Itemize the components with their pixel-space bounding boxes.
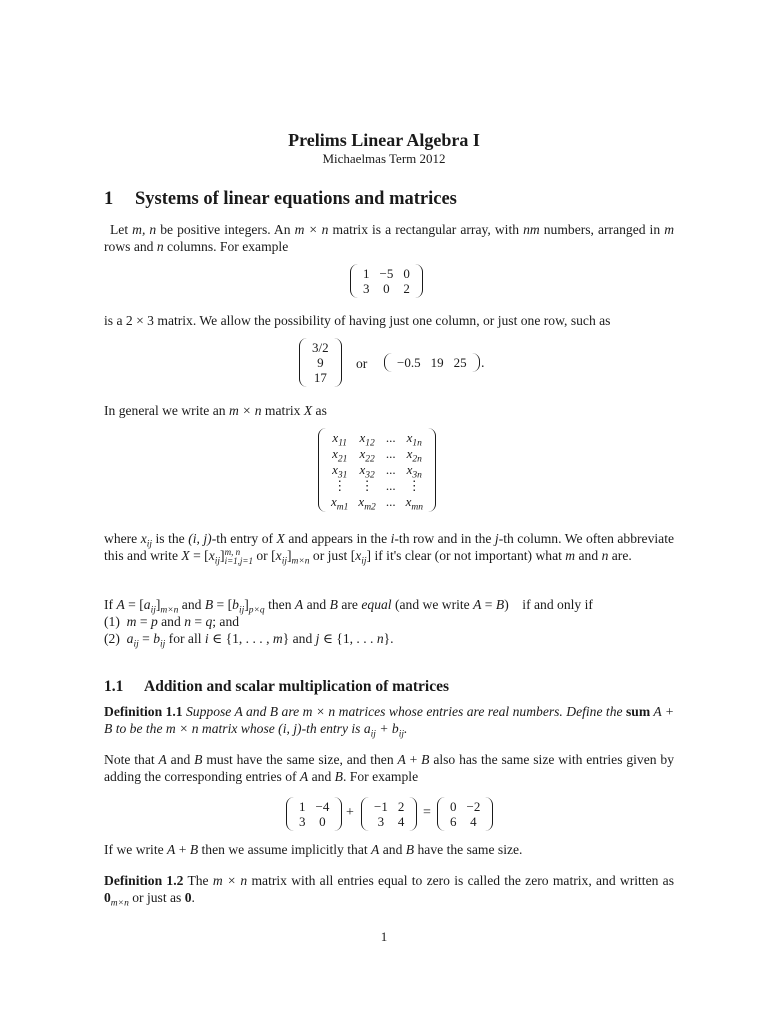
subsection-heading	[104, 678, 449, 696]
section-heading	[104, 189, 457, 210]
sum-result-matrix	[437, 797, 493, 831]
matrix-entry: 3	[299, 814, 306, 829]
subsection-number: 1.1	[104, 678, 124, 695]
matrix-entry: 1	[363, 266, 370, 281]
document-title: Prelims Linear Algebra I	[288, 130, 480, 150]
subsection-title: Addition and scalar multiplication of matrices	[144, 678, 449, 695]
sum-right-matrix	[361, 797, 417, 831]
matrix-entry: ...	[385, 446, 396, 461]
matrix-entry: 3	[377, 814, 385, 829]
matrix-entry: ⋮	[407, 478, 421, 493]
matrix-entry: $x_{31}$	[332, 462, 348, 481]
paragraph-intro: Let m, n be positive integers. An m × n matrix is a rectangular array, with nm numbers, arranged in m rows and n columns. For example	[104, 222, 675, 254]
equals-sign: =	[423, 805, 431, 820]
column-vector	[299, 338, 342, 387]
matrix-entry: −0.5	[397, 355, 421, 370]
general-matrix-x	[318, 428, 436, 512]
matrix-entry: 0	[450, 799, 457, 814]
row-vector-period: .	[481, 356, 485, 371]
matrix-entry: 0	[319, 814, 326, 829]
matrix-entry: ...	[385, 430, 396, 445]
matrix-entry: ⋮	[333, 478, 347, 493]
matrix-entry: −1	[374, 799, 388, 814]
matrix-entry: 3	[363, 281, 370, 296]
matrix-entry: $x_{1n}$	[406, 430, 422, 449]
matrix-entry: $x_{12}$	[359, 430, 375, 449]
matrix-entry: 9	[317, 355, 324, 370]
matrix-entry: 4	[470, 814, 477, 829]
paragraph-same-size: If we write A + B then we assume implicitly that A and B have the same size.	[104, 842, 523, 857]
matrix-entry: 19	[430, 355, 444, 370]
matrix-entry: 0	[383, 281, 390, 296]
example-matrix-2x3	[350, 264, 423, 298]
matrix-entry: $x_{m2}$	[358, 494, 376, 513]
matrix-entry: 2	[403, 281, 410, 296]
matrix-entry: 2	[397, 799, 405, 814]
matrix-entry: 25	[453, 355, 467, 370]
matrix-entry: $x_{m1}$	[331, 494, 349, 513]
matrix-entry: $x_{mn}$	[405, 494, 423, 513]
sum-left-matrix	[286, 797, 342, 831]
matrix-entry: 4	[397, 814, 405, 829]
matrix-entry: 3/2	[312, 340, 329, 355]
matrix-entry: 6	[450, 814, 457, 829]
paragraph-equality: If $A = [a_{ij}]_{m\times n}$ and $B = [b_{ij}]_{p\times q}$ then A and B are equal (and we write A = B) if and only if (1) m = p and n = q; and (2) $a_{ij} = b_{ij}$ for all i ∈ {1, . . . , m} and j ∈ {1, . . . n}.	[104, 597, 593, 650]
paragraph-example-size: is a 2 × 3 matrix. We allow the possibility of having just one column, or just one row, such as	[104, 313, 611, 328]
definition-1-1: Definition 1.1 Suppose A and B are m × n matrices whose entries are real numbers. Define the sum A + B to be the m × n matrix whose (i, j)-th entry is $a_{ij} + b_{ij}$.	[104, 704, 674, 740]
matrix-entry: $x_{21}$	[332, 446, 348, 465]
matrix-entry: $x_{11}$	[332, 430, 347, 449]
matrix-entry: ⋮	[360, 478, 374, 493]
document-subtitle: Michaelmas Term 2012	[322, 151, 446, 166]
matrix-entry: ...	[385, 494, 396, 509]
paragraph-entry-notation: where $x_{ij}$ is the (i, j)-th entry of X and appears in the i-th row and in the j-th column. We often abbreviate this and write $X = [x_{ij}]$ m, n i=1,j=1 or $[x_{ij}]_{m\times n}$ or just $[x_{ij}]$ if it's clear (or not important) what m and n are.	[104, 531, 675, 567]
or-label: or	[356, 356, 368, 371]
definition-1-2: Definition 1.2 The m × n matrix with all entries equal to zero is called the zero matrix, and written as $0_{m\times n}$ or just as 0.	[104, 873, 674, 909]
matrix-entry: 17	[313, 370, 327, 385]
matrix-entry: −2	[466, 799, 481, 814]
matrix-entry: ...	[385, 462, 396, 477]
matrix-entry: ...	[385, 478, 396, 493]
matrix-entry: $x_{32}$	[359, 462, 375, 481]
matrix-entry: 0	[403, 266, 410, 281]
section-number: 1	[104, 189, 114, 209]
matrix-entry: $x_{2n}$	[406, 446, 422, 465]
matrix-entry: $x_{22}$	[359, 446, 375, 465]
page-number: 1	[380, 929, 388, 944]
matrix-entry: −4	[315, 799, 330, 814]
plus-sign: +	[346, 805, 354, 820]
section-title: Systems of linear equations and matrices	[135, 189, 457, 209]
matrix-entry: 1	[299, 799, 306, 814]
row-vector	[384, 353, 480, 372]
paragraph-general: In general we write an m × n matrix X as	[104, 403, 327, 418]
matrix-entry: −5	[379, 266, 394, 281]
paragraph-sum-note: Note that A and B must have the same size, and then A + B also has the same size with entries given by adding the corresponding entries of A and B. For example	[104, 752, 674, 784]
matrix-entry: $x_{3n}$	[406, 462, 422, 481]
